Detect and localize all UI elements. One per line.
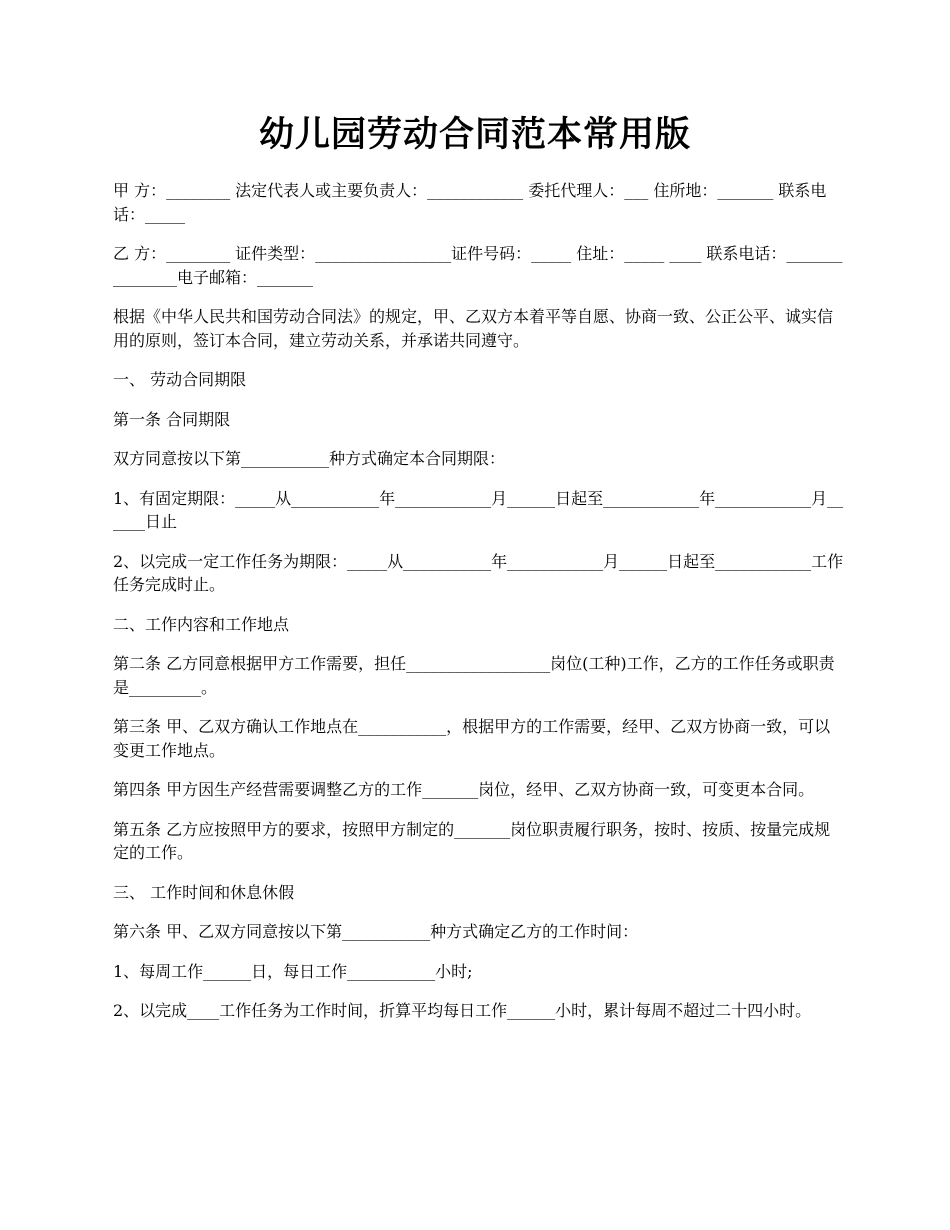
term-option-1: 1、有固定期限：_____从___________年____________月______日起至____________年____________月______日止	[113, 488, 844, 531]
section-heading-3: 三、 工作时间和休息休假	[113, 882, 295, 902]
article-2: 第二条 乙方同意根据甲方工作需要，担任__________________岗位(工种)工作，乙方的工作任务或职责是_________。	[113, 654, 835, 697]
article-1-text: 双方同意按以下第___________种方式确定本合同期限：	[113, 449, 506, 468]
section-heading-2: 二、工作内容和工作地点	[113, 614, 290, 634]
party-b-info: 乙 方：________ 证件类型：_________________证件号码：_____ 住址：_____ ____ 联系电话：_______________电子邮箱：_______	[113, 244, 843, 287]
work-time-option-1: 1、每周工作______日，每日工作___________小时;	[113, 961, 473, 981]
article-1-heading: 第一条 合同期限	[113, 409, 231, 429]
term-option-2: 2、以完成一定工作任务为期限：_____从___________年____________月______日起至____________工作任务完成时止。	[113, 551, 844, 594]
article-4: 第四条 甲方因生产经营需要调整乙方的工作_______岗位，经甲、乙双方协商一致，可变更本合同。	[113, 780, 815, 799]
section-heading-1: 一、 劳动合同期限	[113, 370, 247, 389]
article-6: 第六条 甲、乙双方同意按以下第___________种方式确定乙方的工作时间：	[113, 922, 639, 941]
work-time-option-2: 2、以完成____工作任务为工作时间，折算平均每日工作______小时，累计每周不超过二十四小时。	[113, 1001, 812, 1020]
article-3: 第三条 甲、乙双方确认工作地点在___________，根据甲方的工作需要，经甲、乙双方协商一致，可以变更工作地点。	[113, 717, 831, 760]
article-5: 第五条 乙方应按照甲方的要求，按照甲方制定的_______岗位职责履行职务，按时、按质、按量完成规定的工作。	[113, 819, 831, 862]
document-title: 幼儿园劳动合同范本常用版	[258, 114, 691, 155]
preamble: 根据《中华人民共和国劳动合同法》的规定，甲、乙双方本着平等自愿、协商一致、公正公平、诚实信用的原则，签订本合同，建立劳动关系，并承诺共同遵守。	[113, 307, 834, 350]
party-a-info: 甲 方：________ 法定代表人或主要负责人：____________ 委托代理人：___ 住所地：_______ 联系电话：_____	[113, 181, 827, 224]
document-body	[113, 179, 845, 1039]
